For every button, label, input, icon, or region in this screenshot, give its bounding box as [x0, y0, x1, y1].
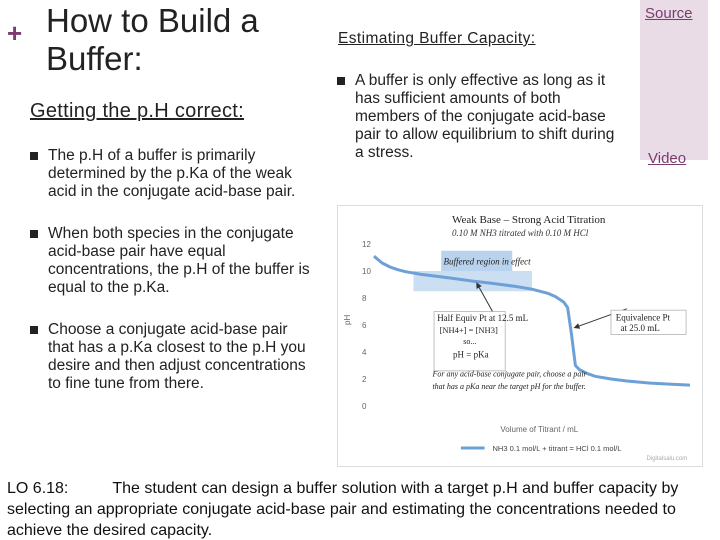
y-axis-label: pH: [343, 314, 352, 325]
y-tick-label: 0: [362, 402, 367, 411]
legend-entry: NH3 0.1 mol/L + titrant = HCl 0.1 mol/L: [492, 444, 622, 453]
square-bullet-icon: [30, 230, 38, 238]
y-tick-label: 2: [362, 375, 367, 384]
chart-title: Weak Base – Strong Acid Titration: [452, 214, 606, 226]
ph-bullet-list: [30, 147, 310, 417]
half-equivalence-equation: [NH4+] = [NH3]: [439, 325, 498, 336]
y-tick-label: 10: [362, 267, 371, 276]
chart-note-line-2: that has a pKa near the target pH for the buffer.: [432, 382, 586, 392]
learning-objective: [7, 478, 713, 540]
list-item: [30, 225, 310, 297]
source-link[interactable]: Source: [645, 5, 693, 22]
half-equivalence-so: so...: [463, 336, 477, 346]
titration-chart-svg: [338, 206, 702, 466]
bullet-text: The p.H of a buffer is primarily determined by the p.Ka of the weak acid in the conjugate acid-base pair.: [48, 147, 296, 200]
y-tick-label: 8: [362, 294, 367, 303]
bullet-text: Choose a conjugate acid-base pair that has a p.Ka closest to the p.H you desire and then adjust concentrations to fine tune from there.: [48, 321, 306, 392]
list-item: [30, 147, 310, 201]
half-equivalence-label: Half Equiv Pt at 12.5 mL: [437, 312, 529, 323]
chart-watermark: Digitalsalu.com: [646, 456, 688, 462]
square-bullet-icon: [30, 152, 38, 160]
bullet-text: A buffer is only effective as long as it has sufficient amounts of both members of the conjugate acid-base pair to allow equilibrium to shift during a stress.: [355, 72, 615, 161]
chart-subtitle: 0.10 M NH3 titrated with 0.10 M HCl: [452, 228, 589, 238]
capacity-bullet-list: [337, 72, 627, 162]
equivalence-label: Equivalence Pt: [615, 312, 670, 323]
chart-note-line-1: For any acid-base conjugate pair, choose a pair: [432, 369, 587, 379]
list-item: [337, 72, 627, 162]
bullet-text: When both species in the conjugate acid-base pair have equal concentrations, the p.H of the buffer is equal to the p.Ka.: [48, 225, 310, 296]
list-item: [30, 321, 310, 393]
square-bullet-icon: [337, 77, 345, 85]
square-bullet-icon: [30, 326, 38, 334]
y-axis-ticks: [362, 240, 371, 411]
half-equivalence-pka: pH = pKa: [453, 349, 489, 360]
y-tick-label: 12: [362, 240, 371, 249]
ph-section-heading: Getting the p.H correct:: [30, 100, 244, 122]
video-link[interactable]: Video: [648, 150, 687, 167]
learning-objective-text: The student can design a buffer solution with a target p.H and buffer capacity by selecting an appropriate conjugate acid-base pair and estimating the concentrations needed to achieve the desired capacity.: [7, 480, 679, 539]
buffer-region-label: Buffered region in effect: [443, 256, 531, 267]
titration-chart: [337, 205, 703, 467]
source-panel: [640, 0, 708, 160]
y-tick-label: 6: [362, 321, 367, 330]
capacity-section-heading: Estimating Buffer Capacity:: [338, 30, 536, 47]
y-tick-label: 4: [362, 348, 367, 357]
equivalence-label-volume: at 25.0 mL: [620, 323, 660, 334]
x-axis-label: Volume of Titrant / mL: [500, 425, 579, 434]
learning-objective-code: LO 6.18:: [7, 480, 69, 497]
slide-title: How to Build a Buffer:: [46, 2, 259, 77]
plus-bullet-icon: +: [7, 18, 23, 48]
